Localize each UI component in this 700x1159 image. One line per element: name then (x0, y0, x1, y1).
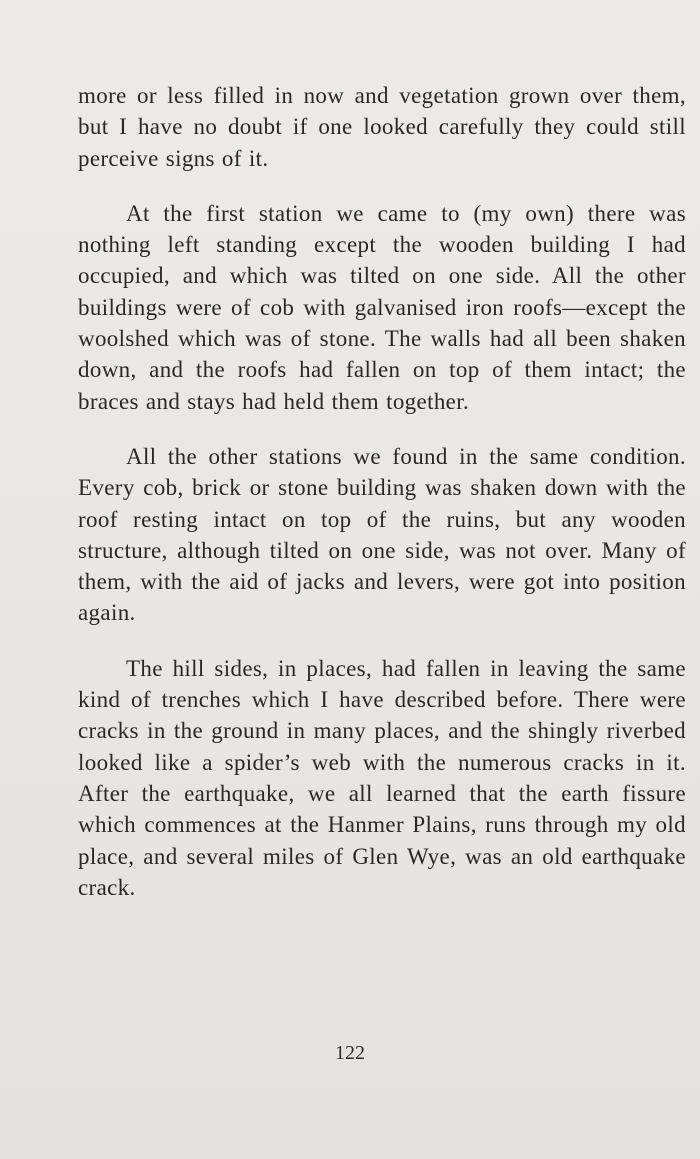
paragraph-hill-sides: The hill sides, in places, had fallen in leaving the same kind of trenches which I have described before. There were cracks in the ground in many places, and the shingly riverbed looked like a spider’s web with the numerous cracks in it. After the earthquake, we all learned that the earth fissure which commences at the Hanmer Plains, runs through my old place, and several miles of Glen Wye, was an old earthquake crack. (78, 655, 686, 900)
paragraph-first-station: At the first station we came to (my own) there was nothing left standing except the wooden building I had occupied, and which was tilted on one side. All the other buildings were of cob with galvanised iron roofs—except the woolshed which was of stone. The walls had all been shaken down, and the roofs had fallen on top of them intact; the braces and stays had held them together. (78, 200, 686, 414)
paragraph-other-stations: All the other stations we found in the same condition. Every cob, brick or stone building was shaken down with the roof resting intact on top of the ruins, but any wooden structure, although tilted on one side, was not over. Many of them, with the aid of jacks and levers, were got into position again. (78, 443, 686, 626)
body-text (78, 80, 686, 927)
page-number: 122 (335, 1042, 365, 1064)
paragraph-continued: more or less filled in now and vegetation grown over them, but I have no doubt if one looked carefully they could still perceive signs of it. (78, 83, 686, 171)
